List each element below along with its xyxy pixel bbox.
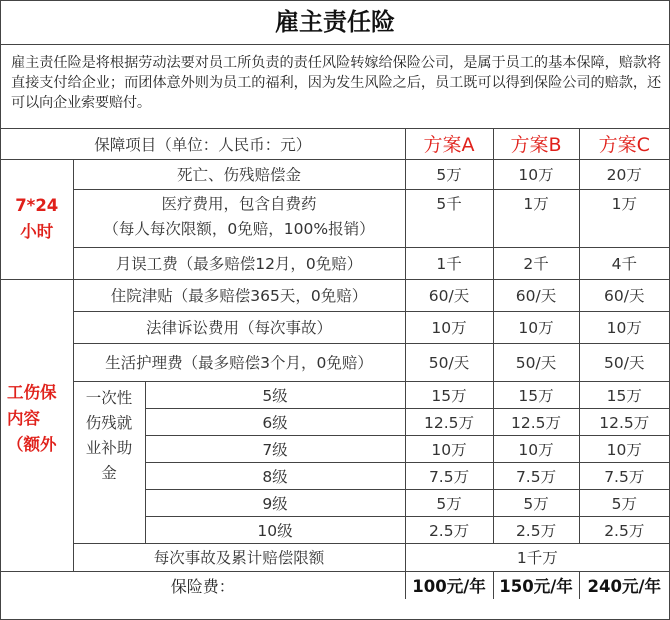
- table-row: [1, 279, 669, 311]
- grade-name: 9级: [145, 489, 405, 516]
- grade-value-c: 10万: [579, 435, 669, 462]
- table-header-row: [1, 129, 669, 159]
- row-value-b: 10万: [493, 311, 579, 343]
- plan-c-header: 方案C: [579, 129, 669, 159]
- row-value-b: 10万: [493, 159, 579, 189]
- row-name: 死亡、伤残赔偿金: [73, 159, 405, 189]
- grade-value-b: 2.5万: [493, 516, 579, 543]
- row-value-b: 2千: [493, 247, 579, 279]
- group-label-work-injury-text: 工伤保 内容 （额外: [7, 382, 57, 454]
- grade-value-c: 7.5万: [579, 462, 669, 489]
- group-label-24h: [1, 159, 73, 279]
- grade-row: [1, 381, 669, 408]
- row-value-b: 60/天: [493, 279, 579, 311]
- grade-value-b: 12.5万: [493, 408, 579, 435]
- limit-value: 1千万: [405, 543, 669, 571]
- row-name: 生活护理费（最多赔偿3个月，0免赔）: [73, 343, 405, 381]
- premium-plan-b: 150元/年: [493, 571, 579, 599]
- row-name: 月误工费（最多赔偿12月，0免赔）: [73, 247, 405, 279]
- table-row: [1, 343, 669, 381]
- row-value-a: 10万: [405, 311, 493, 343]
- row-value-b: 50/天: [493, 343, 579, 381]
- row-value-c: 4千: [579, 247, 669, 279]
- row-value-a: 60/天: [405, 279, 493, 311]
- grade-value-b: 15万: [493, 381, 579, 408]
- plan-a-header: 方案A: [405, 129, 493, 159]
- row-name: 医疗费用，包含自费药 （每人每次限额，0免赔，100%报销）: [73, 189, 405, 247]
- table-row: [1, 189, 669, 247]
- table-row: [1, 247, 669, 279]
- header-item-label: 保障项目（单位：人民币：元）: [1, 129, 405, 159]
- row-value-c: 20万: [579, 159, 669, 189]
- row-value-c: 50/天: [579, 343, 669, 381]
- grade-name: 5级: [145, 381, 405, 408]
- grade-value-a: 5万: [405, 489, 493, 516]
- coverage-table: [1, 129, 669, 599]
- limit-label: 每次事故及累计赔偿限额: [73, 543, 405, 571]
- grade-value-a: 12.5万: [405, 408, 493, 435]
- row-value-a: 5千: [405, 189, 493, 247]
- grade-name: 8级: [145, 462, 405, 489]
- premium-plan-c: 240元/年: [579, 571, 669, 599]
- grade-name: 7级: [145, 435, 405, 462]
- row-value-c: 60/天: [579, 279, 669, 311]
- row-value-c: 10万: [579, 311, 669, 343]
- table-row: [1, 159, 669, 189]
- premium-plan-a: 100元/年: [405, 571, 493, 599]
- grade-name: 10级: [145, 516, 405, 543]
- grade-value-a: 10万: [405, 435, 493, 462]
- row-value-a: 5万: [405, 159, 493, 189]
- row-name: 法律诉讼费用（每次事故）: [73, 311, 405, 343]
- premium-row: [1, 571, 669, 599]
- group-label-work-injury: [1, 279, 73, 571]
- grade-value-c: 15万: [579, 381, 669, 408]
- table-row: [1, 311, 669, 343]
- plan-b-header: 方案B: [493, 129, 579, 159]
- limit-row: [1, 543, 669, 571]
- one-time-subsidy-label: 一次性 伤残就 业补助 金: [73, 381, 145, 543]
- row-value-b: 1万: [493, 189, 579, 247]
- grade-value-a: 7.5万: [405, 462, 493, 489]
- group-label-24h-text: 7*24 小时: [15, 196, 59, 241]
- intro-paragraph: 雇主责任险是将根据劳动法要对员工所负责的责任风险转嫁给保险公司，是属于员工的基本保障，赔款将直接支付给企业；而团体意外则为员工的福利，因为发生风险之后，员工既可以得到保险公司的赔款，还可以向企业索要赔付。: [1, 45, 669, 129]
- row-value-a: 50/天: [405, 343, 493, 381]
- row-value-c: 1万: [579, 189, 669, 247]
- grade-value-a: 15万: [405, 381, 493, 408]
- grade-name: 6级: [145, 408, 405, 435]
- grade-value-c: 5万: [579, 489, 669, 516]
- page-title: 雇主责任险: [1, 1, 669, 45]
- row-name: 住院津贴（最多赔偿365天，0免赔）: [73, 279, 405, 311]
- grade-value-a: 2.5万: [405, 516, 493, 543]
- row-value-a: 1千: [405, 247, 493, 279]
- grade-value-b: 7.5万: [493, 462, 579, 489]
- grade-value-b: 5万: [493, 489, 579, 516]
- grade-value-c: 12.5万: [579, 408, 669, 435]
- grade-value-c: 2.5万: [579, 516, 669, 543]
- grade-value-b: 10万: [493, 435, 579, 462]
- premium-label: 保险费：: [1, 571, 405, 599]
